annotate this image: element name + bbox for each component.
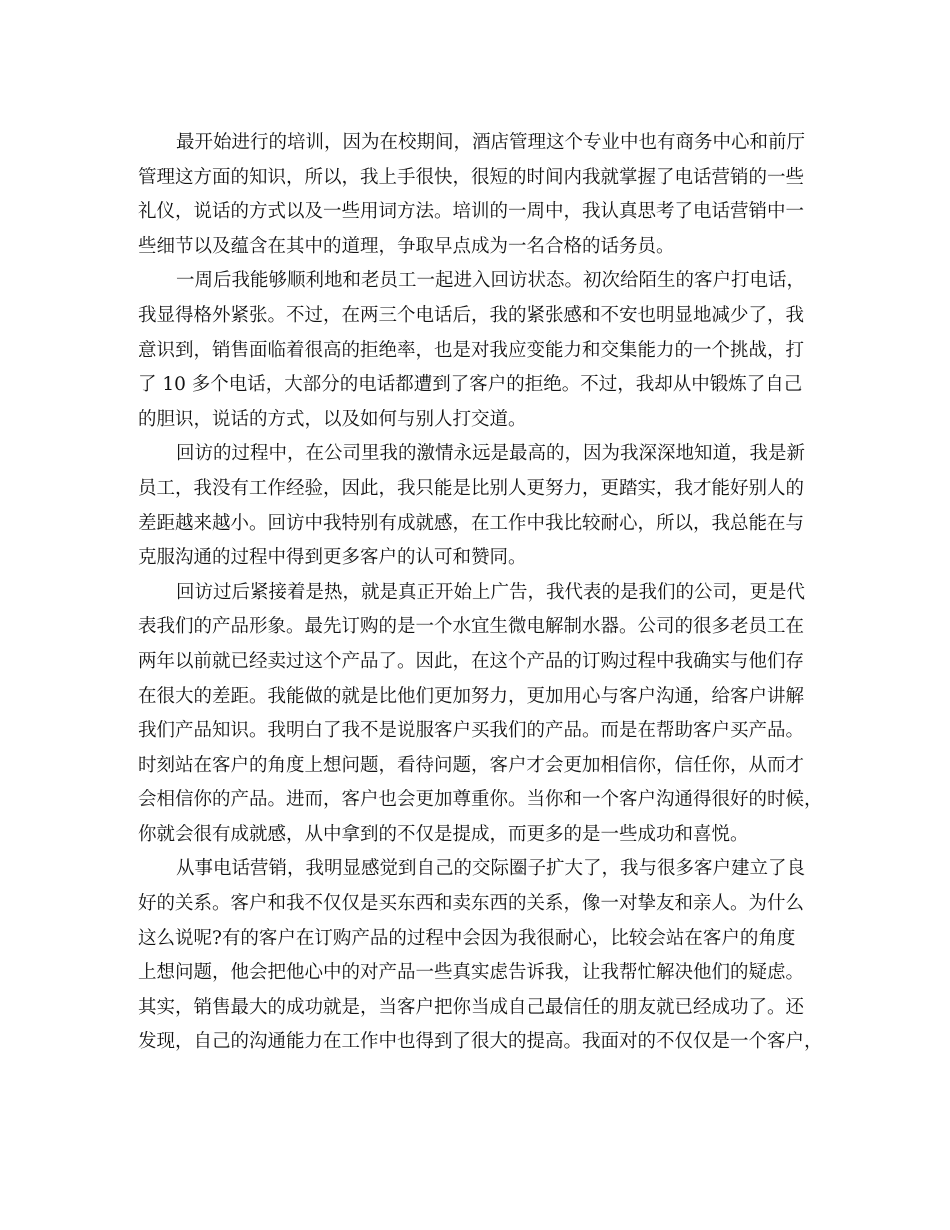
text-line: 员工，我没有工作经验，因此，我只能是比别人更努力，更踏实，我才能好别人的 [138, 477, 805, 499]
text-line: 回访过后紧接着是热，就是真正开始上广告，我代表的是我们的公司，更是代 [176, 581, 806, 603]
text-line: 从事电话营销，我明显感觉到自己的交际圈子扩大了，我与很多客户建立了良 [176, 858, 806, 880]
paragraph-first-calls [138, 264, 818, 437]
text-line: 的胆识，说话的方式，以及如何与别人打交道。 [138, 408, 527, 430]
text-line: 回访的过程中，在公司里我的激情永远是最高的，因为我深深地知道，我是新 [176, 443, 806, 465]
text-line: 在很大的差距。我能做的就是比他们更加努力，更加用心与客户沟通，给客户讲解 [138, 685, 805, 707]
text-line: 管理这方面的知识，所以，我上手很快，很短的时间内我就掌握了电话营销的一些 [138, 166, 805, 188]
text-line: 意识到，销售面临着很高的拒绝率，也是对我应变能力和交集能力的一个挑战，打 [138, 339, 805, 361]
paragraph-product [138, 576, 823, 853]
text-line: 克服沟通的过程中得到更多客户的认可和赞同。 [138, 547, 527, 569]
text-line: 一周后我能够顺利地和老员工一起进入回访状态。初次给陌生的客户打电话， [176, 270, 806, 292]
text-line: 表我们的产品形象。最先订购的是一个水宜生微电解制水器。公司的很多老员工在 [138, 616, 805, 638]
text-line: 两年以前就已经卖过这个产品了。因此，在这个产品的订购过程中我确实与他们存 [138, 650, 805, 672]
paragraph-relationships [138, 852, 823, 1060]
text-line: 最开始进行的培训，因为在校期间，酒店管理这个专业中也有商务中心和前厅 [176, 132, 806, 153]
text-line: 发现，自己的沟通能力在工作中也得到了很大的提高。我面对的不仅仅是一个客户， [138, 1031, 823, 1053]
text-line: 这么说呢?有的客户在订购产品的过程中会因为我很耐心，比较会站在客户的角度 [138, 927, 796, 949]
text-line: 会相信你的产品。进而，客户也会更加尊重你。当你和一个客户沟通得很好的时候， [138, 789, 823, 811]
text-line: 上想问题，他会把他心中的对产品一些真实虑告诉我，让我帮忙解决他们的疑虑。 [138, 962, 805, 984]
text-line: 了 10 多个电话，大部分的电话都遭到了客户的拒绝。不过，我却从中锻炼了自己 [138, 374, 803, 396]
text-line: 时刻站在客户的角度上想问题，看待问题，客户才会更加相信你，信任你，从而才 [138, 754, 805, 776]
text-line: 些细节以及蕴含在其中的道理，争取早点成为一名合格的话务员。 [138, 235, 675, 257]
text-line: 差距越来越小。回访中我特别有成就感，在工作中我比较耐心，所以，我总能在与 [138, 512, 805, 534]
text-line: 你就会很有成就感，从中拿到的不仅是提成，而更多的是一些成功和喜悦。 [138, 823, 749, 845]
text-line: 我显得格外紧张。不过，在两三个电话后，我的紧张感和不安也明显地减少了，我 [138, 304, 805, 326]
paragraph-follow-up [138, 437, 818, 575]
text-line: 礼仪，说话的方式以及一些用词方法。培训的一周中，我认真思考了电话营销中一 [138, 201, 805, 223]
text-line: 其实，销售最大的成功就是，当客户把你当成自己最信任的朋友就已经成功了。还 [138, 996, 805, 1018]
text-line: 我们产品知识。我明白了我不是说服客户买我们的产品。而是在帮助客户买产品。 [138, 720, 805, 742]
text-line: 好的关系。客户和我不仅仅是买东西和卖东西的关系，像一对挚友和亲人。为什么 [138, 893, 805, 915]
document-body [138, 126, 823, 1060]
paragraph-training [138, 126, 818, 264]
